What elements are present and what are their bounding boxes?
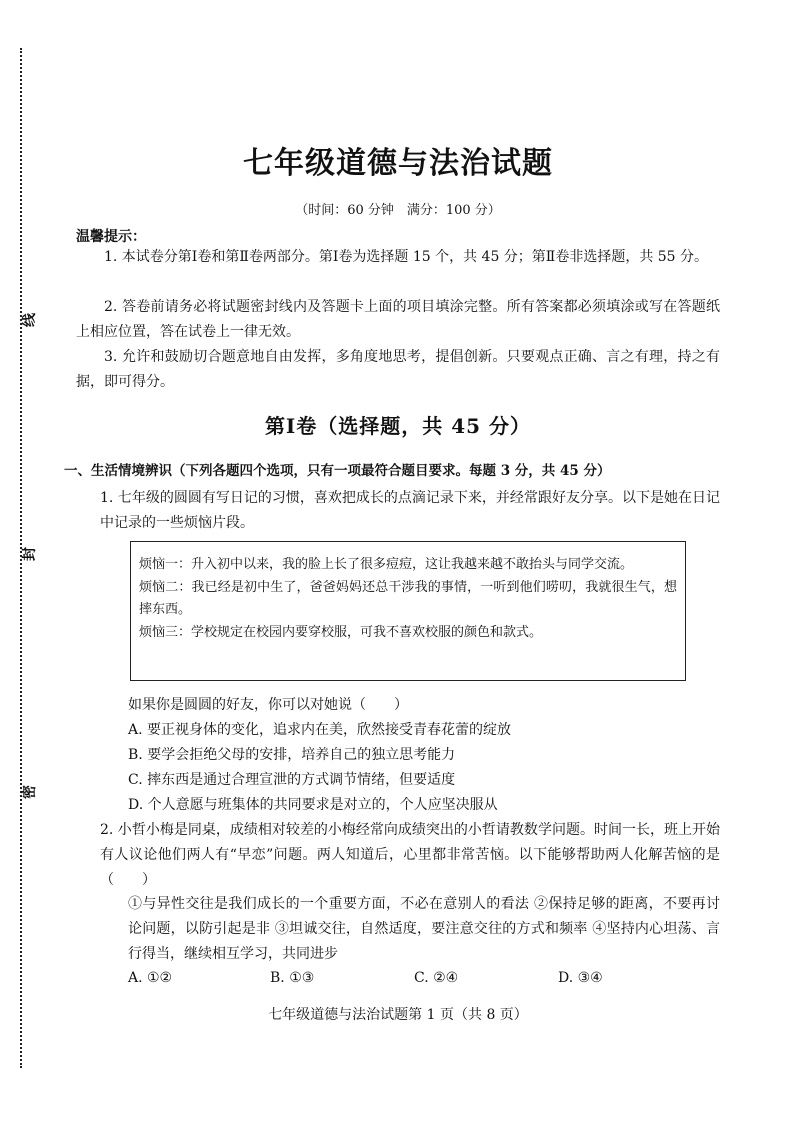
- notice-heading: 温馨提示：: [76, 229, 146, 245]
- section-title: 第Ⅰ卷（选择题，共 45 分）: [264, 414, 532, 438]
- binding-secret-char: 密: [22, 785, 38, 799]
- choice-c: C. ②④: [414, 970, 459, 986]
- question-1-prompt: 如果你是圆圆的好友，你可以对她说（ ）: [128, 697, 408, 713]
- option-c: C. 摔东西是通过合理宣泄的方式调节情绪，但要适度: [128, 772, 456, 788]
- notice-item: 1. 本试卷分第Ⅰ卷和第Ⅱ卷两部分。第Ⅰ卷为选择题 15 个，共 45 分；第Ⅱ卷非选择题，共 55 分。: [104, 249, 709, 265]
- binding-seal-char: 封: [22, 547, 38, 561]
- diary-excerpt-box: [130, 541, 686, 681]
- option-d: D. 个人意愿与班集体的共同要求是对立的，个人应坚决服从: [128, 797, 498, 813]
- page-footer: 七年级道德与法治试题第 1 页（共 8 页）: [268, 1007, 528, 1023]
- notice-item: 3. 允许和鼓励切合题意地自由发挥，多角度地思考，提倡创新。只要观点正确、言之有理，持之有据，即可得分。: [76, 349, 720, 390]
- diary-line: 烦恼一：升入初中以来，我的脸上长了很多痘痘，这让我越来越不敢抬头与同学交流。: [139, 557, 634, 572]
- question-2-stem: 2. 小哲小梅是同桌，成绩相对较差的小梅经常向成绩突出的小哲请教数学问题。时间一长，班上开始有人议论他们两人有“早恋”问题。两人知道后，心里都非常苦恼。以下能够帮助两人化解苦恼的是（ ）: [100, 822, 720, 888]
- question-2-statements: ①与异性交往是我们成长的一个重要方面，不必在意别人的看法 ②保持足够的距离，不要再讨论问题，以防引起是非 ③坦诚交往，自然适度，要注意交往的方式和频率 ④坚持内心坦荡、言行得当，继续相互学习，共同进步: [128, 896, 720, 962]
- choice-b: B. ①③: [270, 970, 315, 986]
- exam-time-score: （时间：60 分钟 满分：100 分）: [295, 203, 501, 218]
- notice-item: 2. 答卷前请务必将试题密封线内及答题卡上面的项目填涂完整。所有答案都必须填涂或写在答题纸上相应位置，答在试卷上一律无效。: [76, 299, 720, 340]
- choice-a: A. ①②: [128, 970, 173, 986]
- option-b: B. 要学会拒绝父母的安排，培养自己的独立思考能力: [128, 747, 456, 763]
- diary-line: 烦恼三：学校规定在校园内要穿校服，可我不喜欢校服的颜色和款式。: [139, 624, 543, 640]
- choice-d: D. ③④: [558, 970, 603, 986]
- option-a: A. 要正视身体的变化，追求内在美，欣然接受青春花蕾的绽放: [128, 722, 512, 738]
- diary-line: 烦恼二：我已经是初中生了，爸爸妈妈还总干涉我的事情，一听到他们唠叨，我就很生气，想摔东西。: [139, 579, 677, 617]
- question-1-stem: 1. 七年级的圆圆有写日记的习惯，喜欢把成长的点滴记录下来，并经常跟好友分享。以下是她在日记中记录的一些烦恼片段。: [100, 490, 720, 531]
- question-2-choices: [128, 966, 688, 991]
- part-heading: 一、生活情境辨识（下列各题四个选项，只有一项最符合题目要求。每题 3 分，共 45 分）: [64, 463, 611, 479]
- binding-line-char: 线: [22, 313, 38, 327]
- page-title: 七年级道德与法治试题: [243, 146, 553, 181]
